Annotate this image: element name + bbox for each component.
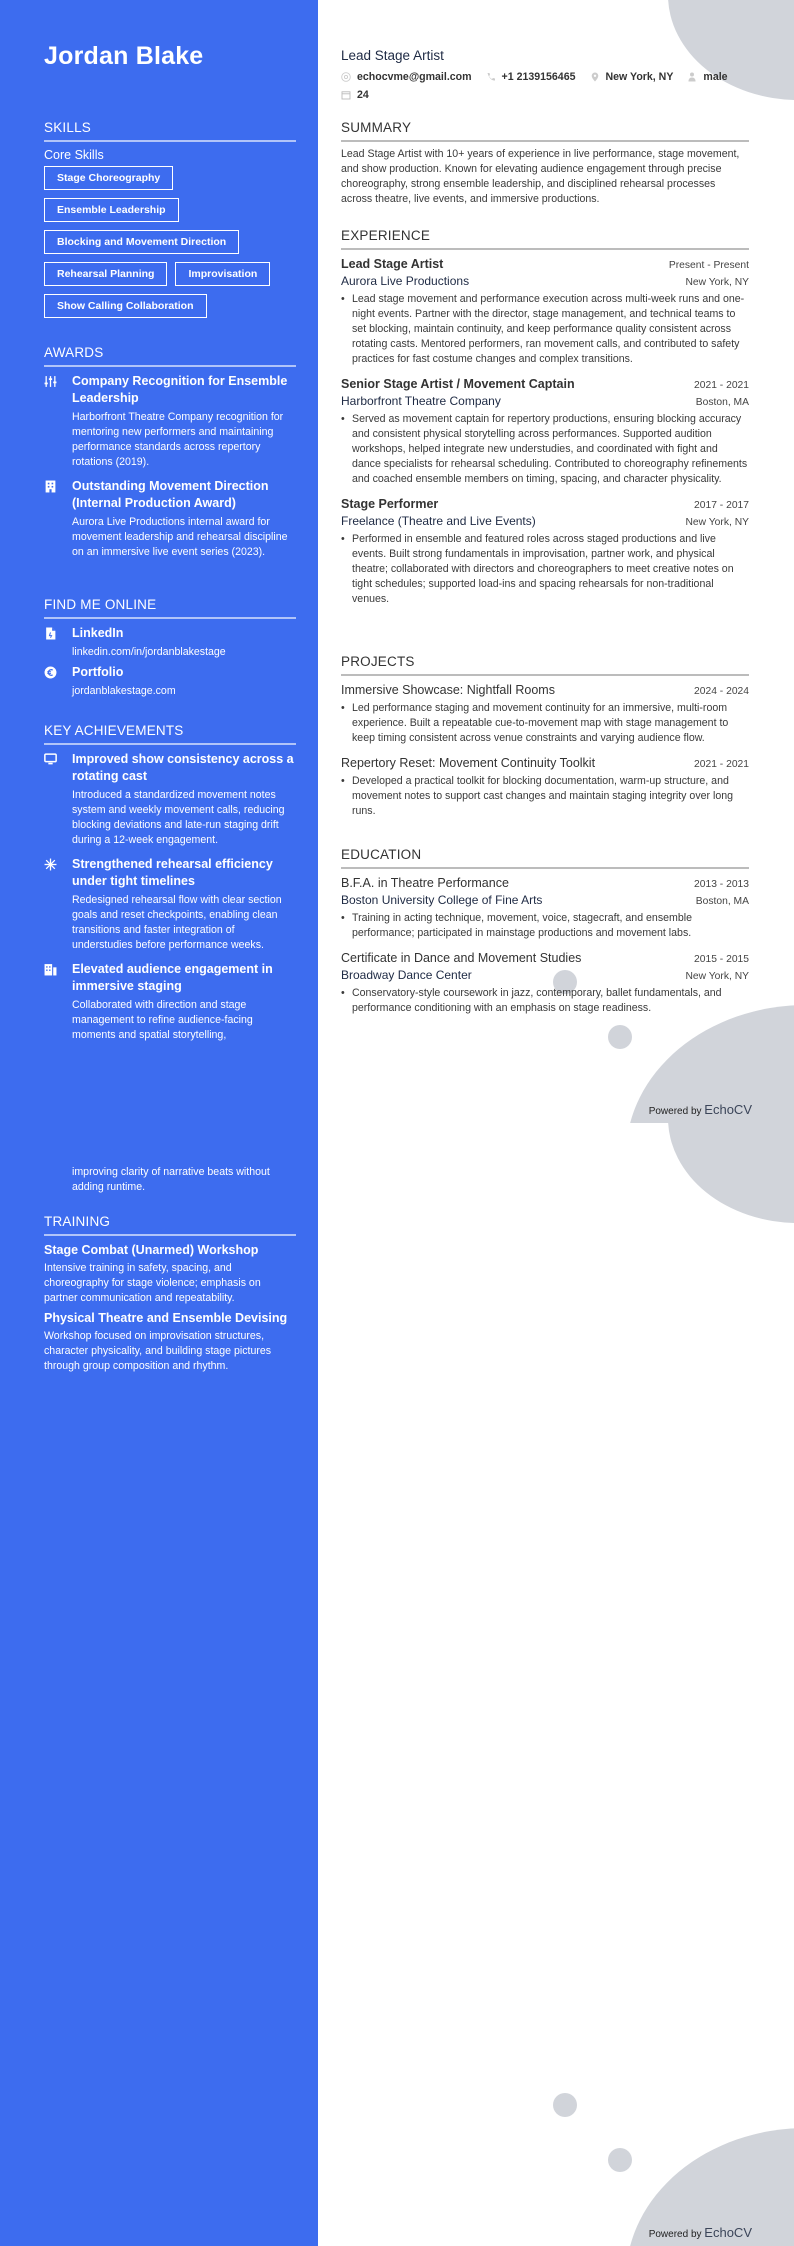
awards-section bbox=[44, 345, 296, 568]
company-name: Harborfront Theatre Company bbox=[341, 394, 501, 408]
contact-location: New York, NY bbox=[590, 69, 674, 85]
award-title: Company Recognition for Ensemble Leadership bbox=[72, 374, 288, 405]
skill-chip: Rehearsal Planning bbox=[44, 262, 167, 286]
achievement-desc: Introduced a standardized movement notes system and weekly movement calls, reducing blocking deviations and late-run staging drift during a 12-week engagement. bbox=[72, 789, 285, 846]
contact-phone[interactable]: +1 2139156465 bbox=[486, 69, 576, 85]
company-name: Freelance (Theatre and Live Events) bbox=[341, 514, 536, 528]
monitor-icon bbox=[44, 751, 72, 848]
location: New York, NY bbox=[685, 971, 749, 982]
achievement-desc: Collaborated with direction and stage management to refine audience-facing moments and spatial storytelling, bbox=[72, 999, 253, 1041]
project-item bbox=[341, 681, 749, 746]
bullet: • Conservatory-style coursework in jazz, contemporary, ballet fundamentals, and performance conditioning with an emphasis on stage readiness. bbox=[341, 986, 749, 1016]
experience-section bbox=[341, 228, 749, 615]
section-title: EDUCATION bbox=[341, 847, 749, 869]
skill-chip: Ensemble Leadership bbox=[44, 198, 179, 222]
bullet: • Developed a practical toolkit for blocking documentation, warm-up structure, and movement notes to support cast changes and maintain staging integrity over long runs. bbox=[341, 774, 749, 819]
skill-chip: Blocking and Movement Direction bbox=[44, 230, 239, 254]
online-link-portfolio[interactable] bbox=[44, 664, 296, 697]
location: Boston, MA bbox=[695, 397, 749, 408]
degree-title: B.F.A. in Theatre Performance bbox=[341, 876, 509, 890]
contact-email[interactable]: echocvme@gmail.com bbox=[341, 69, 472, 85]
experience-item bbox=[341, 495, 749, 607]
powered-by-footer: Powered by EchoCV bbox=[648, 2225, 752, 2240]
bullet: • Led performance staging and movement continuity for an immersive, multi-room experience. Built a repeatable cue-to-movement map with stage management to keep timing consistent across venue constraints and varying audience flow. bbox=[341, 701, 749, 746]
achievement-desc-cont: improving clarity of narrative beats without adding runtime. bbox=[72, 1166, 270, 1193]
training-section bbox=[44, 1214, 296, 1378]
project-item bbox=[341, 754, 749, 819]
award-desc: Harborfront Theatre Company recognition for mentoring new performers and maintaining performance standards across repertory rotations (2019). bbox=[72, 411, 284, 468]
section-title: KEY ACHIEVEMENTS bbox=[44, 723, 296, 745]
project-title: Repertory Reset: Movement Continuity Toolkit bbox=[341, 756, 596, 770]
experience-item bbox=[341, 375, 749, 487]
achievement-item bbox=[44, 961, 296, 1043]
calendar-icon bbox=[341, 90, 351, 100]
section-title: FIND ME ONLINE bbox=[44, 597, 296, 619]
candidate-name: Jordan Blake bbox=[44, 42, 204, 70]
achievement-title: Improved show consistency across a rotating cast bbox=[72, 752, 294, 783]
section-title: EXPERIENCE bbox=[341, 228, 749, 250]
award-title: Outstanding Movement Direction (Internal Production Award) bbox=[72, 479, 269, 510]
location: Boston, MA bbox=[695, 896, 749, 907]
achievements-section bbox=[44, 723, 296, 1051]
link-label: Portfolio bbox=[72, 665, 124, 679]
projects-section bbox=[341, 654, 749, 827]
training-desc: Workshop focused on improvisation structures, character physicality, and building stage pictures through group composition and rhythm. bbox=[44, 1330, 272, 1372]
date-range: 2013 - 2013 bbox=[694, 879, 749, 890]
section-title: SKILLS bbox=[44, 120, 296, 142]
contact-age: 24 bbox=[341, 87, 369, 103]
project-title: Immersive Showcase: Nightfall Rooms bbox=[341, 683, 555, 697]
skill-chip: Show Calling Collaboration bbox=[44, 294, 207, 318]
summary-text: Lead Stage Artist with 10+ years of experience in live performance, stage movement, and show production. Known for elevating audience engagement through precise choreography, strong ensemble leadership, and disciplined rehearsal processes across theatre, live events, and immersive productions. bbox=[341, 148, 740, 205]
contact-gender: male bbox=[687, 69, 727, 85]
position-title: Lead Stage Artist bbox=[341, 257, 444, 271]
section-title: PROJECTS bbox=[341, 654, 749, 676]
building-icon bbox=[44, 478, 72, 560]
sliders-icon bbox=[44, 373, 72, 470]
person-icon bbox=[687, 72, 697, 82]
location: New York, NY bbox=[685, 517, 749, 528]
powered-by-footer: Powered by EchoCV bbox=[648, 1102, 752, 1117]
bullet: • Lead stage movement and performance execution across multi-week runs and one-night events. Partner with the director, stage management, and technical teams to set blocking, maintain continuity, and keep performance quality consistent across rotating casts. Mentored performers, ran movement calls, and contributed to safety practices for fast costume changes and complex transitions. bbox=[341, 292, 749, 367]
decor-dot bbox=[553, 2093, 577, 2117]
award-desc: Aurora Live Productions internal award for movement leadership and rehearsal discipline on an immersive live event series (2023). bbox=[72, 516, 288, 558]
degree-title: Certificate in Dance and Movement Studies bbox=[341, 951, 582, 965]
decor-blob-top-right-p2 bbox=[668, 1123, 794, 1223]
training-title: Stage Combat (Unarmed) Workshop bbox=[44, 1243, 259, 1257]
section-title: AWARDS bbox=[44, 345, 296, 367]
date-range: 2024 - 2024 bbox=[694, 686, 749, 697]
award-item bbox=[44, 373, 296, 470]
achievement-desc-continued bbox=[72, 1165, 296, 1195]
skill-chips bbox=[44, 166, 296, 318]
achievement-desc: Redesigned rehearsal flow with clear section goals and reset checkpoints, enabling clean transitions and faster integration of understudies before performance weeks. bbox=[72, 894, 282, 951]
online-section bbox=[44, 597, 296, 705]
date-range: 2017 - 2017 bbox=[694, 500, 749, 511]
contact-list bbox=[341, 69, 749, 103]
summary-section bbox=[341, 120, 749, 207]
sparkle-off-icon bbox=[44, 856, 72, 953]
brand-name[interactable]: EchoCV bbox=[704, 2225, 752, 2240]
position-title: Senior Stage Artist / Movement Captain bbox=[341, 377, 575, 391]
skill-chip: Stage Choreography bbox=[44, 166, 173, 190]
training-title: Physical Theatre and Ensemble Devising bbox=[44, 1311, 288, 1325]
link-url[interactable]: jordanblakestage.com bbox=[72, 685, 176, 697]
education-section bbox=[341, 847, 749, 1024]
buildings-icon bbox=[44, 961, 72, 1043]
job-title: Lead Stage Artist bbox=[341, 48, 444, 63]
skills-group-label: Core Skills bbox=[44, 148, 104, 162]
school-name: Boston University College of Fine Arts bbox=[341, 893, 543, 907]
position-title: Stage Performer bbox=[341, 497, 439, 511]
section-title: SUMMARY bbox=[341, 120, 749, 142]
sidebar-background bbox=[0, 0, 318, 2246]
education-item bbox=[341, 949, 749, 1016]
school-name: Broadway Dance Center bbox=[341, 968, 472, 982]
achievement-title: Elevated audience engagement in immersive staging bbox=[72, 962, 273, 993]
achievement-title: Strengthened rehearsal efficiency under tight timelines bbox=[72, 857, 273, 888]
date-range: Present - Present bbox=[668, 260, 749, 271]
bullet: • Served as movement captain for repertory productions, ensuring blocking accuracy and consistent physical storytelling across performances. Supported audition workshops, helped integrate new understudies, and coordinated with fight and dance specialists for rehearsal scheduling. Contributed to choreography refinements and coached ensemble members on timing, spacing, and character physicality. bbox=[341, 412, 749, 487]
training-desc: Intensive training in safety, spacing, and choreography for stage violence; emphasis on partner communication and repeatability. bbox=[44, 1262, 261, 1304]
achievement-item bbox=[44, 856, 296, 953]
date-range: 2015 - 2015 bbox=[694, 954, 749, 965]
achievement-item bbox=[44, 751, 296, 848]
document-icon bbox=[44, 625, 72, 658]
link-label: LinkedIn bbox=[72, 626, 124, 640]
experience-item bbox=[341, 255, 749, 367]
header-info bbox=[341, 48, 749, 103]
online-link-linkedin[interactable] bbox=[44, 625, 296, 658]
bullet: • Performed in ensemble and featured roles across staged productions and live events. Built strong fundamentals in improvisation, partner work, and physical theatre; collaborated with directors and choreographers to meet creative notes on tight schedules; supported load-ins and spacing rehearsals for non-traditional venues. bbox=[341, 532, 749, 607]
link-url[interactable]: linkedin.com/in/jordanblakestage bbox=[72, 646, 226, 658]
section-title: TRAINING bbox=[44, 1214, 296, 1236]
phone-icon bbox=[486, 72, 496, 82]
award-item bbox=[44, 478, 296, 560]
location: New York, NY bbox=[685, 277, 749, 288]
company-name: Aurora Live Productions bbox=[341, 274, 470, 288]
skill-chip: Improvisation bbox=[175, 262, 270, 286]
brand-name[interactable]: EchoCV bbox=[704, 1102, 752, 1117]
at-icon bbox=[341, 72, 351, 82]
date-range: 2021 - 2021 bbox=[694, 759, 749, 770]
skills-section bbox=[44, 120, 296, 318]
location-pin-icon bbox=[590, 72, 600, 82]
education-item bbox=[341, 874, 749, 941]
date-range: 2021 - 2021 bbox=[694, 380, 749, 391]
bullet: • Training in acting technique, movement, voice, stagecraft, and ensemble performance; participated in mainstage productions and movement labs. bbox=[341, 911, 749, 941]
euro-circle-icon bbox=[44, 664, 72, 697]
